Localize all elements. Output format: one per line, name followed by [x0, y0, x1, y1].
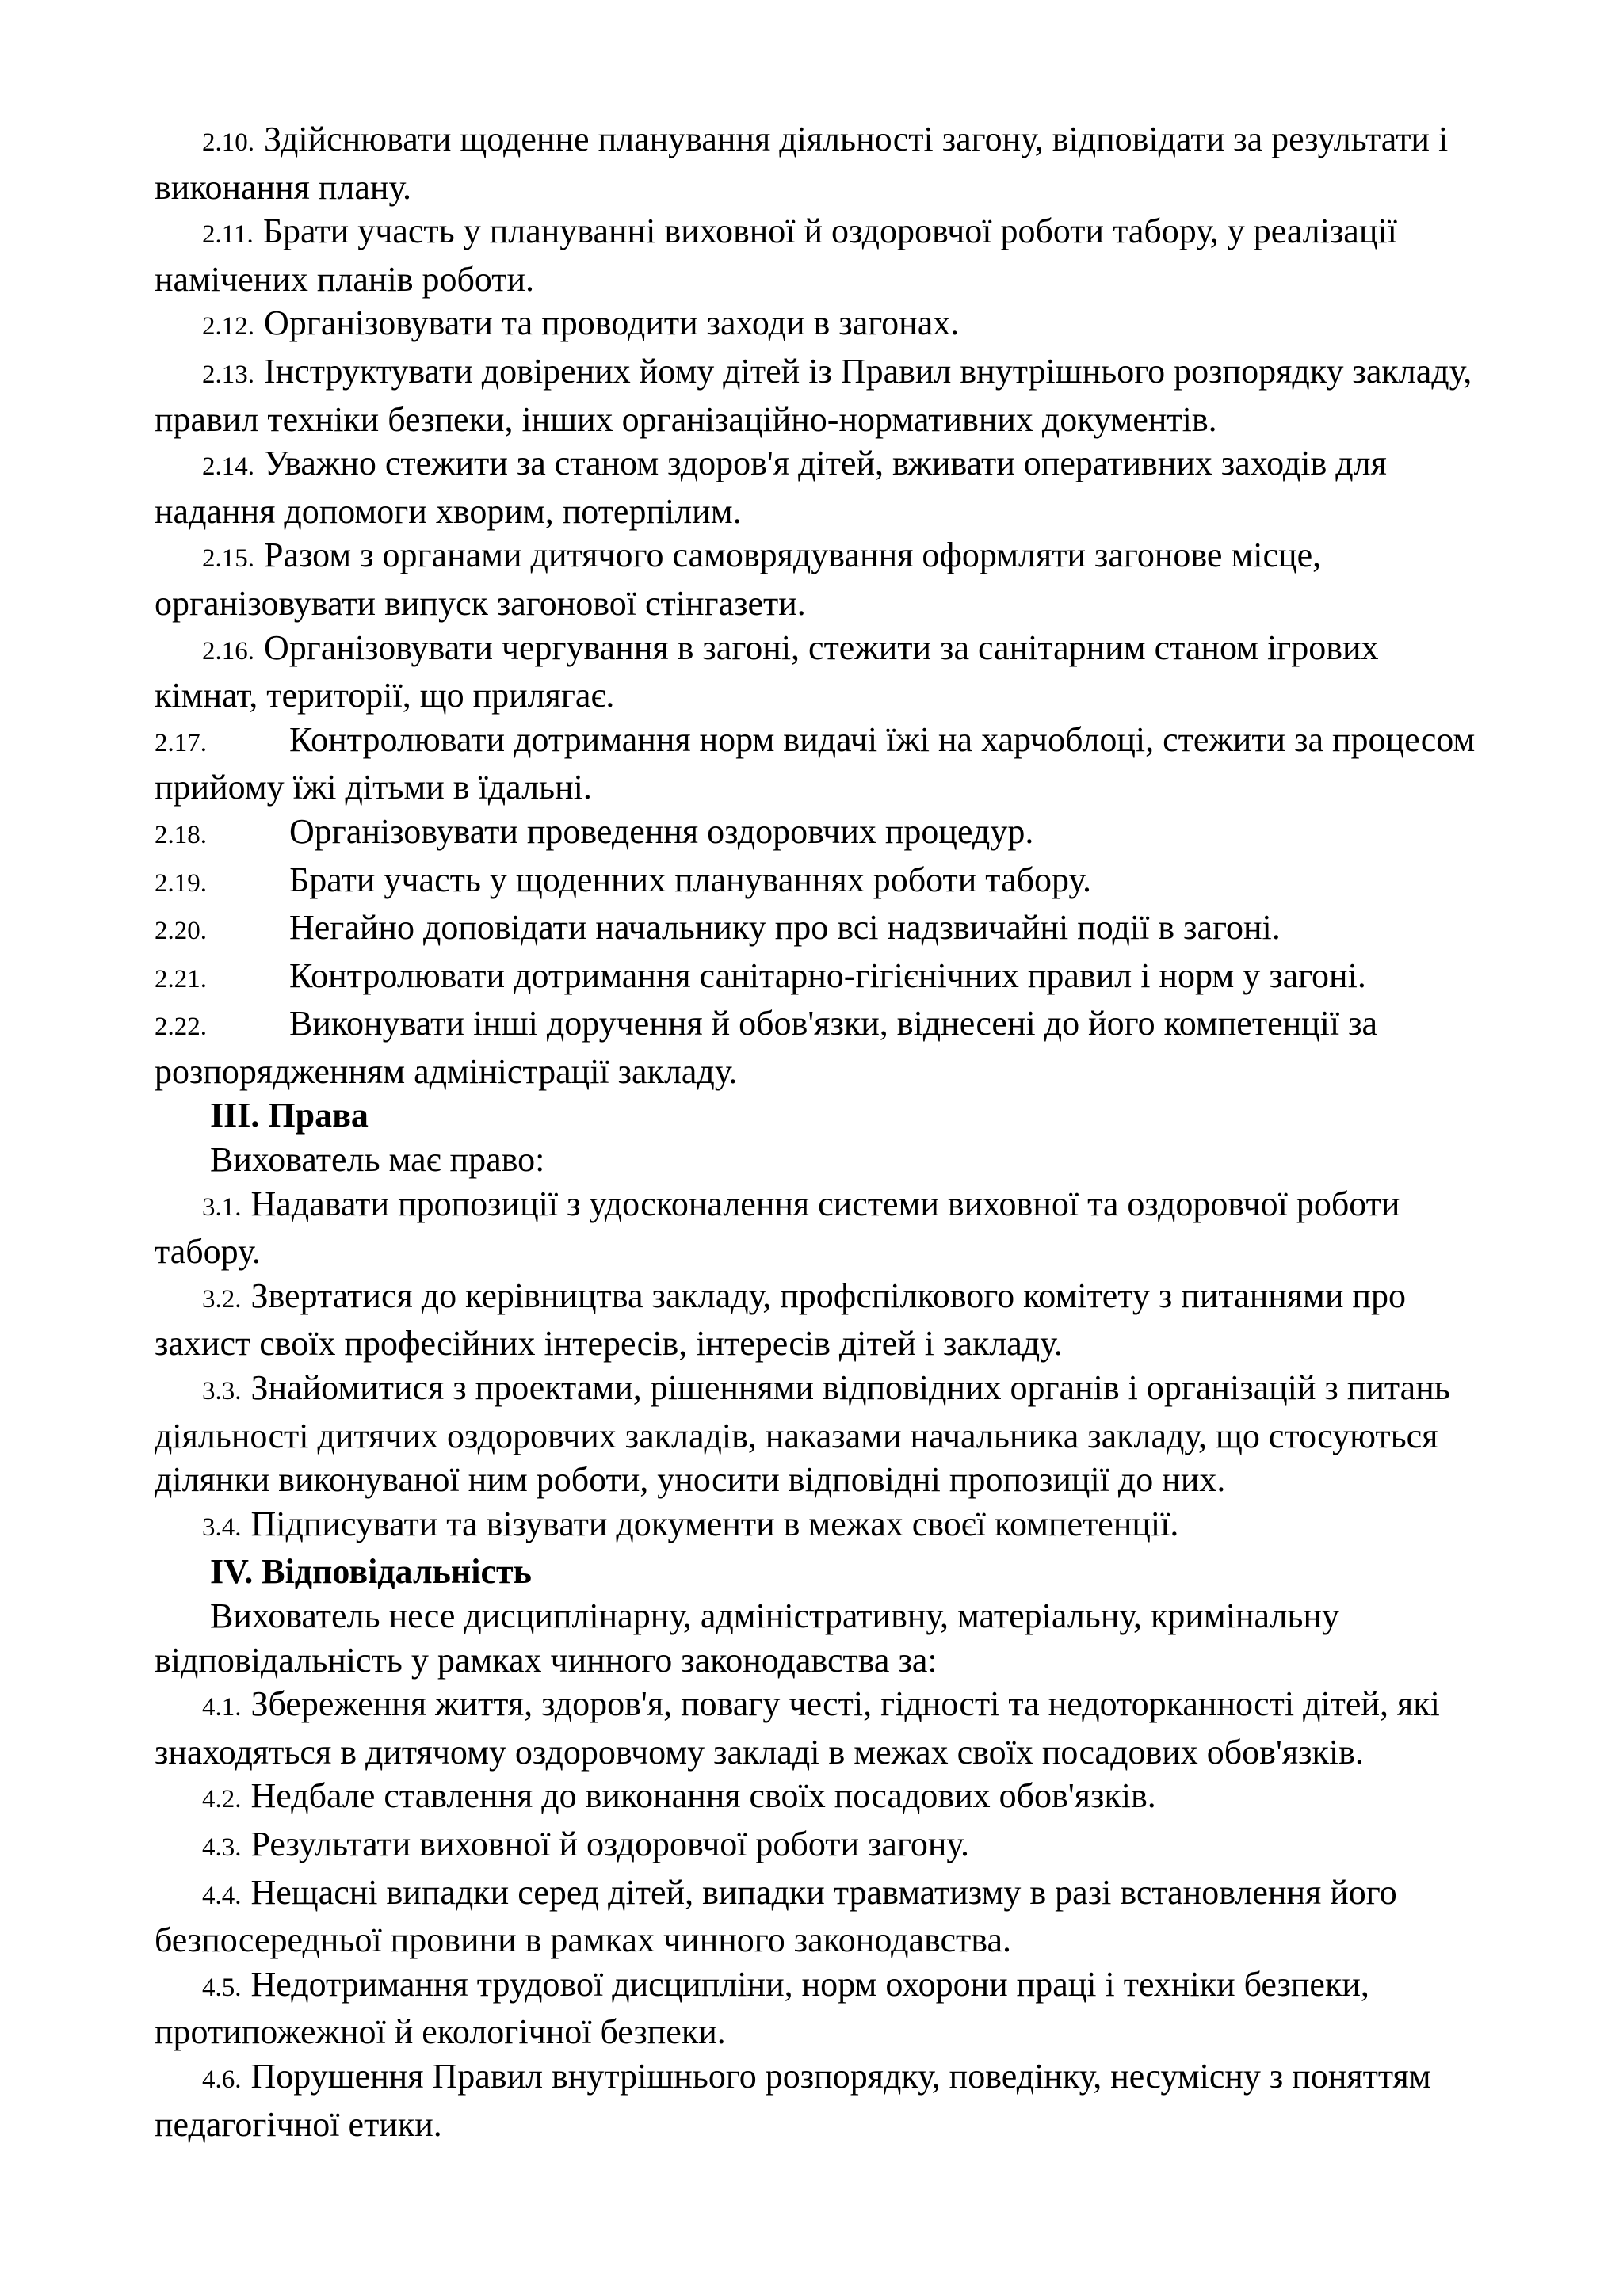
clause-text: Контролювати дотримання санітарно-гігієнічних правил і норм у загоні.: [289, 955, 1366, 995]
clause-text: Організовувати проведення оздоровчих процедур.: [289, 811, 1034, 851]
clause-text: Брати участь у плануванні виховної й оздоровчої роботи табору, у реалізації намічених планів роботи.: [155, 212, 1397, 299]
clause-2-20: [155, 906, 1486, 954]
section-heading-responsibility: IV. Відповідальність: [210, 1552, 532, 1592]
clause-2-10: [155, 117, 1486, 209]
clause-4-5: [155, 1962, 1486, 2054]
clause-2-17: [155, 718, 1486, 810]
clause-text: Збереження життя, здоров'я, повагу честі, гідності та недоторканності дітей, які знаходяться в дитячому оздоровчому закладі в межах своїх посадових обов'язків.: [155, 1684, 1440, 1772]
clause-number: 2.15.: [202, 544, 254, 574]
clause-text: Брати участь у щоденних плануваннях роботи табору.: [289, 860, 1091, 899]
clause-number: 3.4.: [202, 1512, 242, 1542]
clause-text: Недбале ставлення до виконання своїх посадових обов'язків.: [250, 1776, 1156, 1816]
clause-text: Підписувати та візувати документи в межах своєї компетенції.: [250, 1504, 1179, 1543]
clause-number: 3.1.: [202, 1192, 242, 1222]
clause-number: 2.10.: [202, 128, 254, 157]
clause-number: 2.21.: [155, 964, 207, 994]
clause-number: 3.3.: [202, 1377, 242, 1406]
clause-number: 2.11.: [202, 220, 254, 250]
clause-number: 2.17.: [155, 728, 207, 757]
clause-text: Здійснювати щоденне планування діяльності загону, відповідати за результати і виконання плану.: [155, 120, 1449, 207]
clause-number: 4.1.: [202, 1693, 242, 1722]
clause-number: 2.18.: [155, 820, 207, 849]
clause-2-13: [155, 349, 1486, 441]
clause-text: Звертатися до керівництва закладу, профспілкового комітету з питаннями про захист своїх професійних інтересів, інтересів дітей і закладу.: [155, 1276, 1406, 1363]
clause-4-3: [155, 1822, 1486, 1871]
clause-number: 4.5.: [202, 1973, 242, 2002]
clause-2-22: [155, 1001, 1486, 1093]
clause-4-1: [155, 1682, 1486, 1774]
clause-number: 2.20.: [155, 917, 207, 946]
clause-3-1: [155, 1182, 1486, 1274]
clause-2-11: [155, 209, 1486, 301]
clause-text: Організовувати чергування в загоні, стежити за санітарним станом ігрових кімнат, території, що прилягає.: [155, 627, 1379, 715]
clause-number: 4.3.: [202, 1833, 242, 1862]
clause-2-16: [155, 626, 1486, 718]
clause-3-2: [155, 1274, 1486, 1366]
clause-text: Знайомитися з проектами, рішеннями відповідних органів і організацій з питань діяльності дитячих оздоровчих закладів, наказами начальника закладу, що стосуються ділянки виконуваної ним роботи, уносити відповідні пропозиції до них.: [155, 1368, 1450, 1500]
clause-number: 2.22.: [155, 1013, 207, 1042]
clause-number: 4.4.: [202, 1881, 242, 1910]
clause-3-4: [155, 1502, 1486, 1550]
section-intro-rights: Вихователь має право:: [210, 1140, 545, 1180]
clause-text: Уважно стежити за станом здоров'я дітей, вживати оперативних заходів для надання допомоги хворим, потерпілим.: [155, 444, 1387, 531]
clause-text: Порушення Правил внутрішнього розпорядку, поведінку, несумісну з поняттям педагогічної етики.: [155, 2056, 1431, 2144]
clause-2-14: [155, 441, 1486, 533]
clause-text: Контролювати дотримання норм видачі їжі на харчоблоці, стежити за процесом прийому їжі дітьми в їдальні.: [155, 719, 1476, 807]
clause-2-18: [155, 810, 1486, 858]
clause-2-15: [155, 533, 1486, 625]
clause-text: Негайно доповідати начальнику про всі надзвичайні події в загоні.: [289, 908, 1281, 948]
clause-4-2: [155, 1774, 1486, 1822]
clause-text: Організовувати та проводити заходи в загонах.: [264, 303, 960, 343]
section-intro-responsibility: Вихователь несе дисциплінарну, адміністративну, матеріальну, кримінальну відповідальність у рамках чинного законодавства за:: [155, 1596, 1340, 1680]
clause-2-12: [155, 301, 1486, 349]
clause-number: 2.14.: [202, 452, 254, 482]
clause-number: 2.13.: [202, 360, 254, 389]
clause-text: Інструктувати довірених йому дітей із Правил внутрішнього розпорядку закладу, правил техніки безпеки, інших організаційно-нормативних документів.: [155, 351, 1472, 439]
clause-text: Недотримання трудової дисципліни, норм охорони праці і техніки безпеки, протипожежної й екологічної безпеки.: [155, 1964, 1369, 2052]
clause-text: Надавати пропозиції з удосконалення системи виховної та оздоровчої роботи табору.: [155, 1184, 1400, 1272]
clause-2-19: [155, 858, 1486, 906]
clause-number: 3.2.: [202, 1284, 242, 1314]
clause-number: 2.12.: [202, 312, 254, 341]
clause-text: Нещасні випадки серед дітей, випадки травматизму в разі встановлення його безпосередньої провини в рамках чинного законодавства.: [155, 1872, 1397, 1960]
clause-text: Разом з органами дитячого самоврядування оформляти загонове місце, організовувати випуск загонової стінгазети.: [155, 536, 1322, 623]
clause-number: 2.16.: [202, 636, 254, 666]
clause-4-4: [155, 1871, 1486, 1962]
clause-number: 2.19.: [155, 868, 207, 898]
clause-3-3: [155, 1366, 1486, 1502]
clause-number: 4.2.: [202, 1785, 242, 1814]
clause-4-6: [155, 2054, 1486, 2146]
clause-text: Виконувати інші доручення й обов'язки, віднесені до його компетенції за розпорядженням адміністрації закладу.: [155, 1004, 1378, 1091]
clause-text: Результати виховної й оздоровчої роботи загону.: [250, 1824, 970, 1863]
document-page: [155, 117, 1486, 2146]
clause-2-21: [155, 954, 1486, 1002]
section-heading-rights: ІІІ. Права: [210, 1096, 369, 1135]
clause-number: 4.6.: [202, 2065, 242, 2094]
